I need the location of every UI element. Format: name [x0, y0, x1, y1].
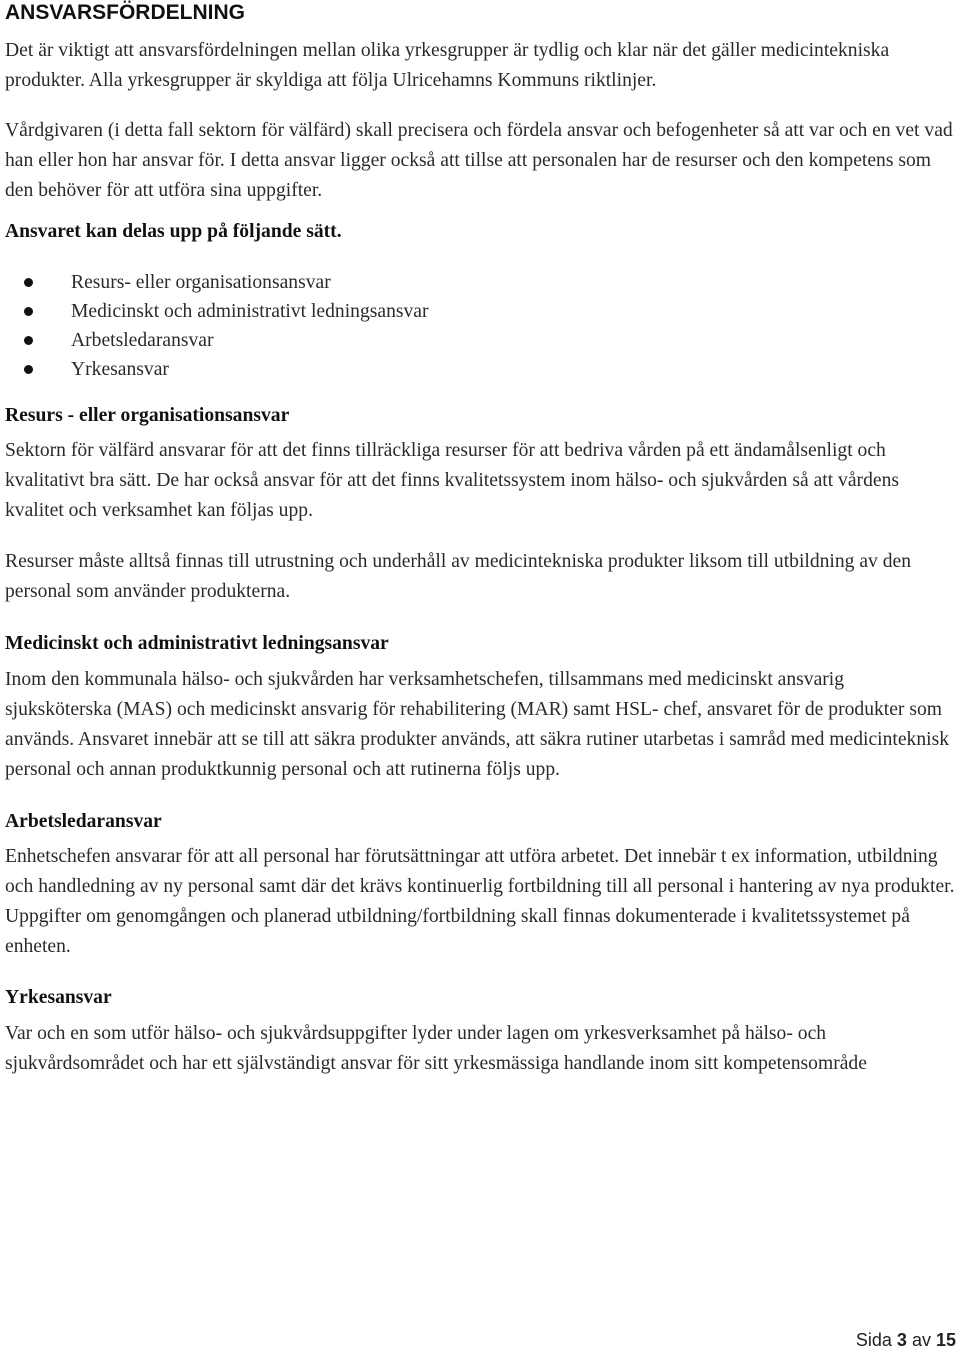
responsibility-list [5, 268, 955, 384]
list-item-label: Arbetsledaransvar [71, 330, 214, 351]
section-paragraph: Sektorn för välfärd ansvarar för att det finns tillräckliga resurser för att bedriva vården på ett ändamålsenligt och kvalitativt bra sätt. De har också ansvar för att det finns kvalitetssystem inom hälso- och sjukvården så att vårdens kvalitet och verksamhet kan följas upp. [5, 440, 899, 521]
bullet-icon [24, 278, 33, 287]
section-paragraph: Resurser måste alltså finnas till utrustning och underhåll av medicintekniska produkter liksom till utbildning av den personal som använder produkterna. [5, 551, 912, 602]
page-number [856, 1329, 956, 1351]
section-heading-professional: Yrkesansvar [5, 987, 112, 1008]
bullet-icon [24, 336, 33, 345]
section-paragraph: Enhetschefen ansvarar för att all personal har förutsättningar att utföra arbetet. Det innebär t ex information, utbildning och handledning av ny personal samt där det krävs kontinuerlig fortbildning till all personal i hantering av nya produkter. Uppgifter om genomgången och planerad utbildning/fortbildning skall finnas dokumenterade i kvalitetssystemet på enheten. [5, 846, 955, 957]
section-heading-resource: Resurs - eller organisationsansvar [5, 405, 290, 426]
section-paragraph: Var och en som utför hälso- och sjukvårdsuppgifter lyder under lagen om yrkesverksamhet på hälso- och sjukvårdsområdet och har ett självständigt ansvar för sitt yrkesmässiga handlande inom sitt kompetensområde [5, 1023, 867, 1074]
list-item [5, 326, 955, 355]
section-paragraph: Inom den kommunala hälso- och sjukvården har verksamhetschefen, tillsammans med medicinskt ansvarig sjuksköterska (MAS) och medicinskt ansvarig för rehabilitering (MAR) samt HSL- chef, ansvaret för de produkter som används. Ansvaret innebär att se till att säkra produkter används, att säkra rutiner utarbetas i samråd med medicinteknisk personal och annan produktkunnig personal och att rutinerna följs upp. [5, 669, 950, 780]
page-number-of: av [911, 1330, 931, 1350]
division-heading: Ansvaret kan delas upp på följande sätt. [5, 221, 342, 242]
intro-paragraph: Det är viktigt att ansvarsfördelningen mellan olika yrkesgrupper är tydlig och klar när det gäller medicintekniska produkter. Alla yrkesgrupper är skyldiga att följa Ulricehamns Kommuns riktlinjer. [5, 40, 890, 91]
list-item-label: Medicinskt och administrativt ledningsansvar [71, 301, 429, 322]
page-number-current: 3 [896, 1330, 907, 1350]
page-number-total: 15 [935, 1330, 956, 1350]
page-number-label: Sida [855, 1330, 892, 1350]
list-item-label: Resurs- eller organisationsansvar [71, 272, 331, 293]
section-heading-medical-admin: Medicinskt och administrativt ledningsansvar [5, 633, 389, 654]
responsibility-paragraph: Vårdgivaren (i detta fall sektorn för välfärd) skall precisera och fördela ansvar och befogenheter så att var och en vet vad han eller hon har ansvar för. I detta ansvar ligger också att tillse att personalen har de resurser och den kompetens som den behöver för att utföra sina uppgifter. [5, 120, 953, 201]
list-item [5, 297, 955, 326]
list-item [5, 268, 955, 297]
bullet-icon [24, 365, 33, 374]
document-page [5, 0, 955, 1079]
list-item-label: Yrkesansvar [71, 359, 169, 380]
page-title: ANSVARSFÖRDELNING [5, 1, 245, 24]
section-heading-supervisor: Arbetsledaransvar [5, 811, 162, 832]
bullet-icon [24, 307, 33, 316]
list-item [5, 355, 955, 384]
